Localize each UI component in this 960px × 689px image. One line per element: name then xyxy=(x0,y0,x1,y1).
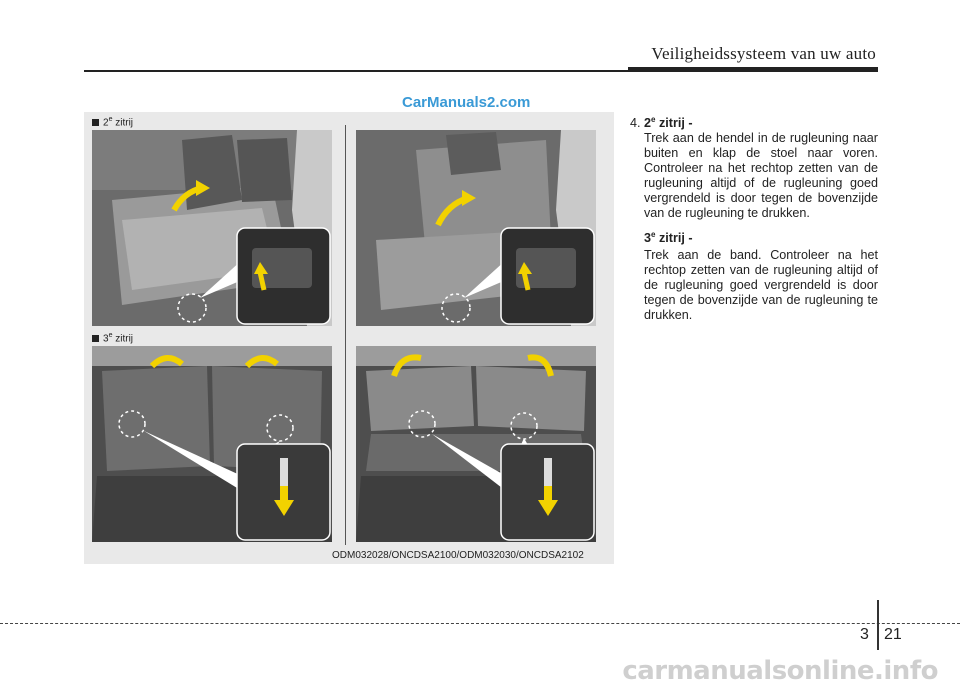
row3-head: zitrij - xyxy=(658,231,693,246)
instructions-block xyxy=(630,112,878,323)
label-row3-sup: e xyxy=(108,332,113,339)
step-number: 4. xyxy=(630,116,641,131)
label-row2-num: 2 xyxy=(103,117,109,129)
photo-row3-folded xyxy=(356,346,596,542)
watermark-bottom: carmanualsonline.info xyxy=(622,656,938,686)
header-rule xyxy=(84,70,878,72)
figure-label-row3 xyxy=(92,332,133,344)
row3-sup: e xyxy=(651,230,656,240)
label-row2-sup: e xyxy=(108,116,113,123)
step-row3-text: Trek aan de band. Controleer na het rechtop zetten van de rugleuning altijd of de rugleuning goed vergrendeld is door tegen de bovenzijde van de rugleuning te drukken. xyxy=(644,248,878,323)
watermark-top: CarManuals2.com xyxy=(402,94,531,111)
step-row2-heading xyxy=(630,112,878,131)
figure-caption: ODM032028/ONCDSA2100/ODM032030/ONCDSA2102 xyxy=(332,550,584,561)
photo-row3-upright xyxy=(92,346,332,542)
step-row3-heading xyxy=(644,227,878,246)
row3-num: 3 xyxy=(644,231,652,246)
footer-chapter: 3 xyxy=(860,626,869,643)
row2-head: zitrij - xyxy=(658,116,693,131)
row2-sup: e xyxy=(651,115,656,124)
label-bullet-icon xyxy=(92,119,99,126)
row2-num: 2 xyxy=(644,116,652,131)
photo-row2-folded xyxy=(92,130,332,326)
step-row2-text: Trek aan de hendel in de rugleuning naar buiten en klap de stoel naar voren. Controleer na het rechtop zetten van de rugleuning altijd of de rugleuning goed vergrendeld is door tegen de bovenzijde van de rugleuning te drukken. xyxy=(644,131,878,221)
page-header-title: Veiligheidssysteem van uw auto xyxy=(651,44,876,63)
figure-label-row2 xyxy=(92,116,133,128)
label-row3-text: zitrij xyxy=(115,333,134,345)
photo-row2-upright xyxy=(356,130,596,326)
label-bullet-icon xyxy=(92,335,99,342)
label-row3-num: 3 xyxy=(103,333,109,345)
footer-separator xyxy=(877,600,879,650)
footer-page: 21 xyxy=(884,626,902,643)
footer-rule xyxy=(0,623,960,624)
figure-divider xyxy=(345,125,346,545)
label-row2-text: zitrij xyxy=(115,117,134,129)
